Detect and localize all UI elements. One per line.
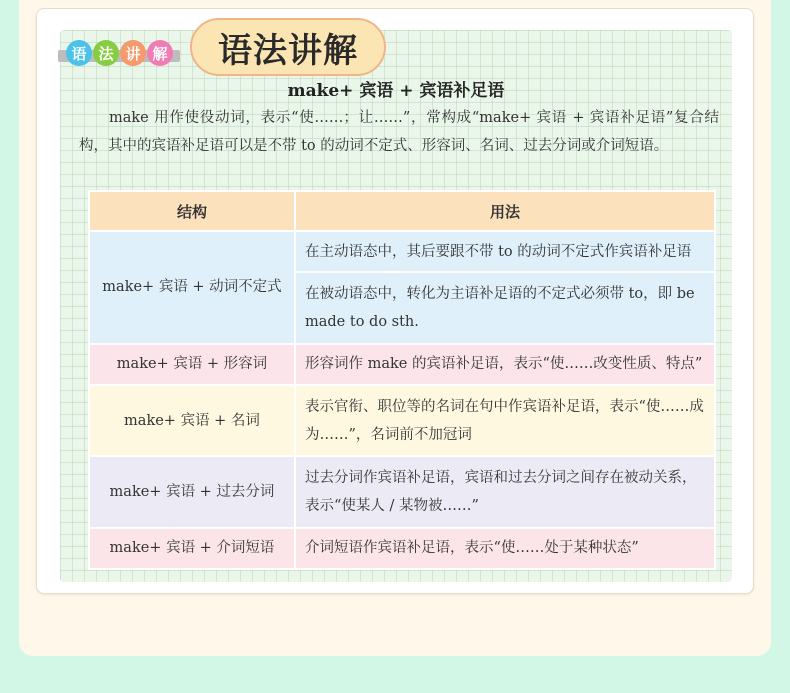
table-row [89, 231, 715, 272]
intro-paragraph: make 用作使役动词，表示“使……；让……”，常构成“make+ 宾语 + 宾语补足语”复合结构，其中的宾语补足语可以是不带 to 的动词不定式、形容词、名词、过去分词或介词短语。 [79, 110, 719, 154]
structure-cell: make+ 宾语 + 形容词 [89, 344, 295, 385]
structure-cell: make+ 宾语 + 动词不定式 [89, 231, 295, 344]
badge-char: 解 [147, 40, 173, 66]
grammar-table [88, 190, 716, 570]
table-row [89, 385, 715, 457]
structure-cell: make+ 宾语 + 过去分词 [89, 456, 295, 528]
usage-cell: 过去分词作宾语补足语，宾语和过去分词之间存在被动关系，表示“使某人 / 某物被……” [295, 456, 715, 528]
badge-char: 语 [66, 40, 92, 66]
column-header-usage: 用法 [295, 191, 715, 231]
usage-cell: 介词短语作宾语补足语，表示“使……处于某种状态” [295, 528, 715, 569]
topic-heading: make+ 宾语 + 宾语补足语 [287, 81, 505, 101]
table-row [89, 528, 715, 569]
structure-cell: make+ 宾语 + 介词短语 [89, 528, 295, 569]
section-title: 语法讲解 [190, 18, 386, 76]
table-row [89, 344, 715, 385]
usage-cell: 表示官衔、职位等的名词在句中作宾语补足语，表示“使……成为……”，名词前不加冠词 [295, 385, 715, 457]
column-header-structure: 结构 [89, 191, 295, 231]
usage-cell: 在被动语态中，转化为主语补足语的不定式必须带 to，即 be made to do sth. [295, 272, 715, 344]
badge-char: 讲 [120, 40, 146, 66]
usage-cell: 形容词作 make 的宾语补足语，表示“使……改变性质、特点” [295, 344, 715, 385]
structure-cell: make+ 宾语 + 名词 [89, 385, 295, 457]
section-badge [66, 40, 174, 66]
badge-char: 法 [93, 40, 119, 66]
table-row [89, 456, 715, 528]
usage-cell: 在主动语态中，其后要跟不带 to 的动词不定式作宾语补足语 [295, 231, 715, 272]
